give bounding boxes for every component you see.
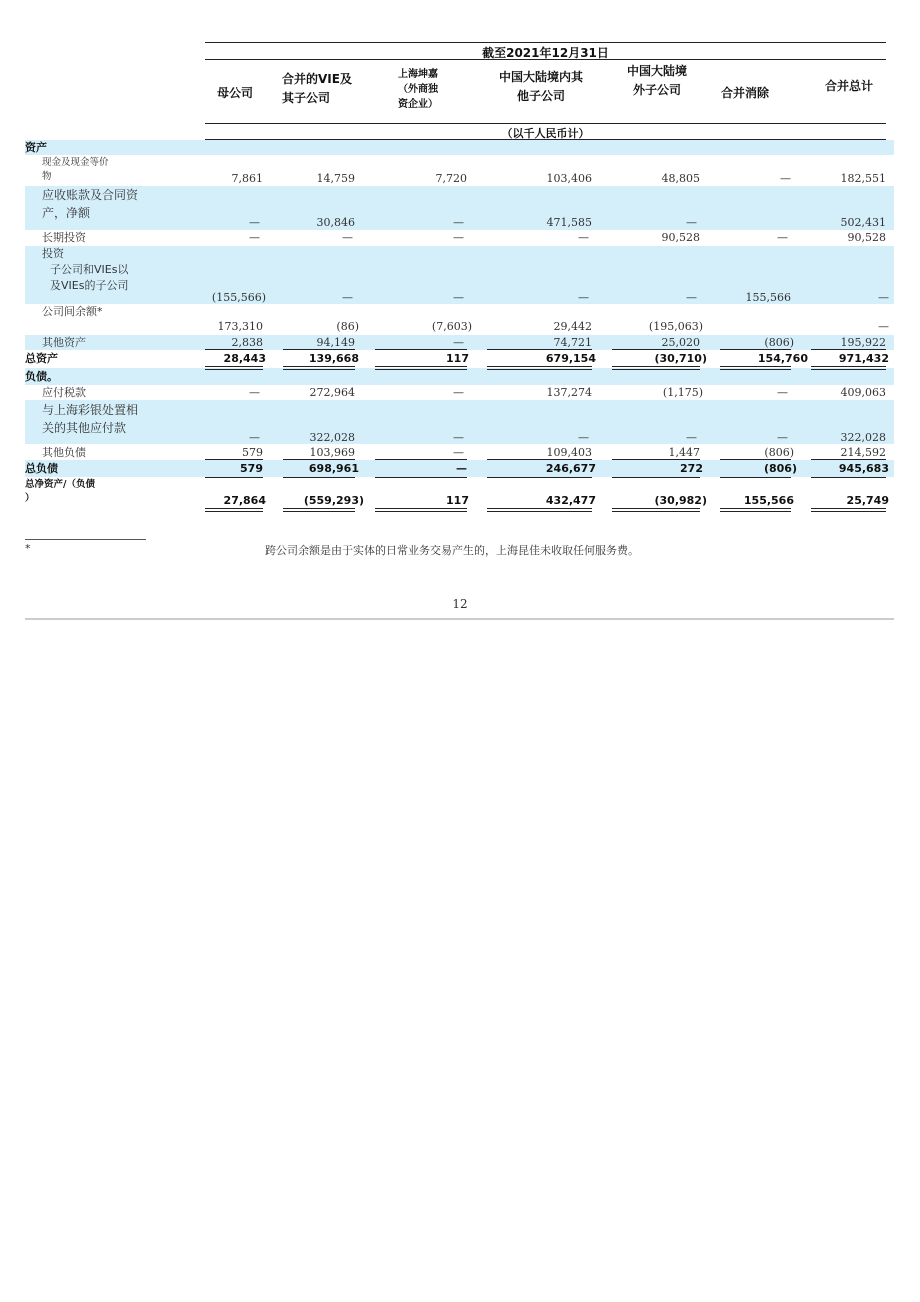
cell-cash-vie: 14,759 [316, 172, 355, 185]
cell-tax-kunjia: — [453, 386, 464, 399]
cell-lti-elim: — [777, 231, 788, 244]
row-label-other-assets: 其他资产 [42, 336, 86, 349]
cell-inv-kunjia: — [453, 291, 464, 304]
row-label-net-assets: 总净资产/（负债 ） [25, 479, 95, 504]
cell-oa-kunjia: — [453, 336, 464, 349]
cell-tax-total: 409,063 [840, 386, 886, 399]
cell-na-elim: 155,566 [743, 494, 794, 507]
cell-tl-offshore: 272 [680, 462, 703, 475]
cell-recv-prc: 471,585 [546, 216, 592, 229]
cell-lti-vie: — [342, 231, 353, 244]
cell-inv-parent: (155,566) [211, 291, 266, 304]
cell-na-kunjia: 117 [446, 494, 469, 507]
cell-ta-vie: 139,668 [308, 352, 359, 365]
col-header-prc-subs: 中国大陆境内其 他子公司 [498, 70, 583, 103]
cell-oa-vie: 94,149 [316, 336, 355, 349]
cell-ta-elim: 154,760 [757, 352, 808, 365]
row-label-total-liabilities: 总负债 [25, 462, 58, 475]
cell-ol-elim: (806) [764, 446, 794, 459]
cell-cash-total: 182,551 [840, 172, 886, 185]
col-header-offshore-subs: 中国大陆境 外子公司 [626, 64, 687, 97]
cell-oa-parent: 2,838 [231, 336, 263, 349]
cell-tax-elim: — [777, 386, 788, 399]
cell-ta-prc: 679,154 [545, 352, 596, 365]
cell-cash-parent: 7,861 [231, 172, 263, 185]
row-label-receivables: 应收账款及合同资 产，净额 [42, 188, 139, 220]
period-header: 截至2021年12月31日 [482, 46, 609, 60]
cell-inv-elim: 155,566 [745, 291, 791, 304]
row-label-total-assets: 总资产 [25, 352, 58, 365]
cell-cash-kunjia: 7,720 [435, 172, 467, 185]
cell-ol-kunjia: — [453, 446, 464, 459]
cell-ic-parent: 173,310 [217, 320, 263, 333]
cell-recv-total: 502,431 [840, 216, 886, 229]
cell-oa-prc: 74,721 [553, 336, 592, 349]
unit-header: （以千人民币计） [501, 127, 590, 140]
row-label-tax-payable: 应付税款 [42, 386, 86, 399]
cell-ta-parent: 28,443 [223, 352, 266, 365]
cell-cash-offshore: 48,805 [661, 172, 700, 185]
cell-inv-vie: — [342, 291, 353, 304]
cell-ol-total: 214,592 [840, 446, 886, 459]
cell-na-vie: (559,293) [303, 494, 364, 507]
cell-inv-prc: — [578, 291, 589, 304]
cell-lti-offshore: 90,528 [661, 231, 700, 244]
row-label-other-payables: 与上海彩银处置相 关的其他应付款 [42, 403, 139, 435]
row-label-investment-subs: 投资 子公司和VIEs以 及VIEs的子公司 [42, 247, 129, 292]
cell-ic-kunjia: (7,603) [431, 320, 472, 333]
cell-ic-prc: 29,442 [553, 320, 592, 333]
cell-op-kunjia: — [453, 431, 464, 444]
page-number: 12 [452, 597, 468, 611]
cell-ol-prc: 109,403 [546, 446, 592, 459]
cell-tl-vie: 698,961 [308, 462, 359, 475]
cell-lti-parent: — [249, 231, 260, 244]
cell-inv-total: — [878, 291, 889, 304]
cell-inv-offshore: — [686, 291, 697, 304]
cell-tl-elim: (806) [763, 462, 797, 475]
cell-na-offshore: (30,982) [654, 494, 707, 507]
cell-ol-parent: 579 [242, 446, 263, 459]
cell-ol-vie: 103,969 [309, 446, 355, 459]
cell-tax-prc: 137,274 [546, 386, 592, 399]
cell-na-parent: 27,864 [223, 494, 266, 507]
cell-ta-total: 971,432 [838, 352, 889, 365]
cell-ic-offshore: (195,063) [648, 320, 703, 333]
cell-lti-kunjia: — [453, 231, 464, 244]
col-header-vie: 合并的VIE及 其子公司 [282, 72, 352, 105]
col-header-elimination: 合并消除 [720, 86, 769, 100]
cell-ic-total: — [878, 320, 889, 333]
cell-tl-kunjia: — [456, 462, 467, 475]
cell-ta-kunjia: 117 [446, 352, 469, 365]
cell-na-total: 25,749 [846, 494, 889, 507]
cell-oa-elim: (806) [764, 336, 794, 349]
cell-op-elim: — [777, 431, 788, 444]
page-bottom-rule [25, 618, 894, 620]
cell-lti-prc: — [578, 231, 589, 244]
cell-op-total: 322,028 [840, 431, 886, 444]
cell-tl-prc: 246,677 [545, 462, 596, 475]
cell-cash-prc: 103,406 [546, 172, 592, 185]
cell-tax-offshore: (1,175) [662, 386, 703, 399]
cell-recv-kunjia: — [453, 216, 464, 229]
section-liabilities: 负债。 [25, 370, 58, 383]
col-header-parent: 母公司 [216, 86, 253, 100]
row-label-cash: 现金及现金等价 物 [42, 157, 109, 182]
cell-recv-offshore: — [686, 216, 697, 229]
cell-tax-vie: 272,964 [309, 386, 355, 399]
footnote-text: 跨公司余额是由于实体的日常业务交易产生的，上海昆佳未收取任何服务费。 [265, 544, 639, 557]
cell-ic-vie: (86) [336, 320, 359, 333]
row-label-long-term-investment: 长期投资 [42, 231, 86, 244]
row-label-other-liabilities: 其他负债 [42, 446, 86, 459]
col-header-kunjia: 上海坤嘉 （外商独 资企业） [398, 69, 438, 110]
cell-tl-total: 945,683 [838, 462, 889, 475]
col-header-total: 合并总计 [824, 79, 873, 93]
cell-tl-parent: 579 [240, 462, 263, 475]
cell-na-prc: 432,477 [545, 494, 596, 507]
footnote-marker: * [25, 542, 31, 555]
cell-op-vie: 322,028 [309, 431, 355, 444]
cell-tax-parent: — [249, 386, 260, 399]
cell-ol-offshore: 1,447 [668, 446, 700, 459]
cell-op-parent: — [249, 431, 260, 444]
cell-oa-offshore: 25,020 [661, 336, 700, 349]
row-label-intercompany: 公司间余额* [42, 305, 103, 318]
cell-op-offshore: — [686, 431, 697, 444]
section-assets: 资产 [25, 141, 47, 154]
cell-oa-total: 195,922 [840, 336, 886, 349]
cell-cash-elim: — [780, 172, 791, 185]
cell-recv-vie: 30,846 [316, 216, 355, 229]
cell-ta-offshore: (30,710) [654, 352, 707, 365]
cell-op-prc: — [578, 431, 589, 444]
cell-lti-total: 90,528 [847, 231, 886, 244]
cell-recv-parent: — [249, 216, 260, 229]
